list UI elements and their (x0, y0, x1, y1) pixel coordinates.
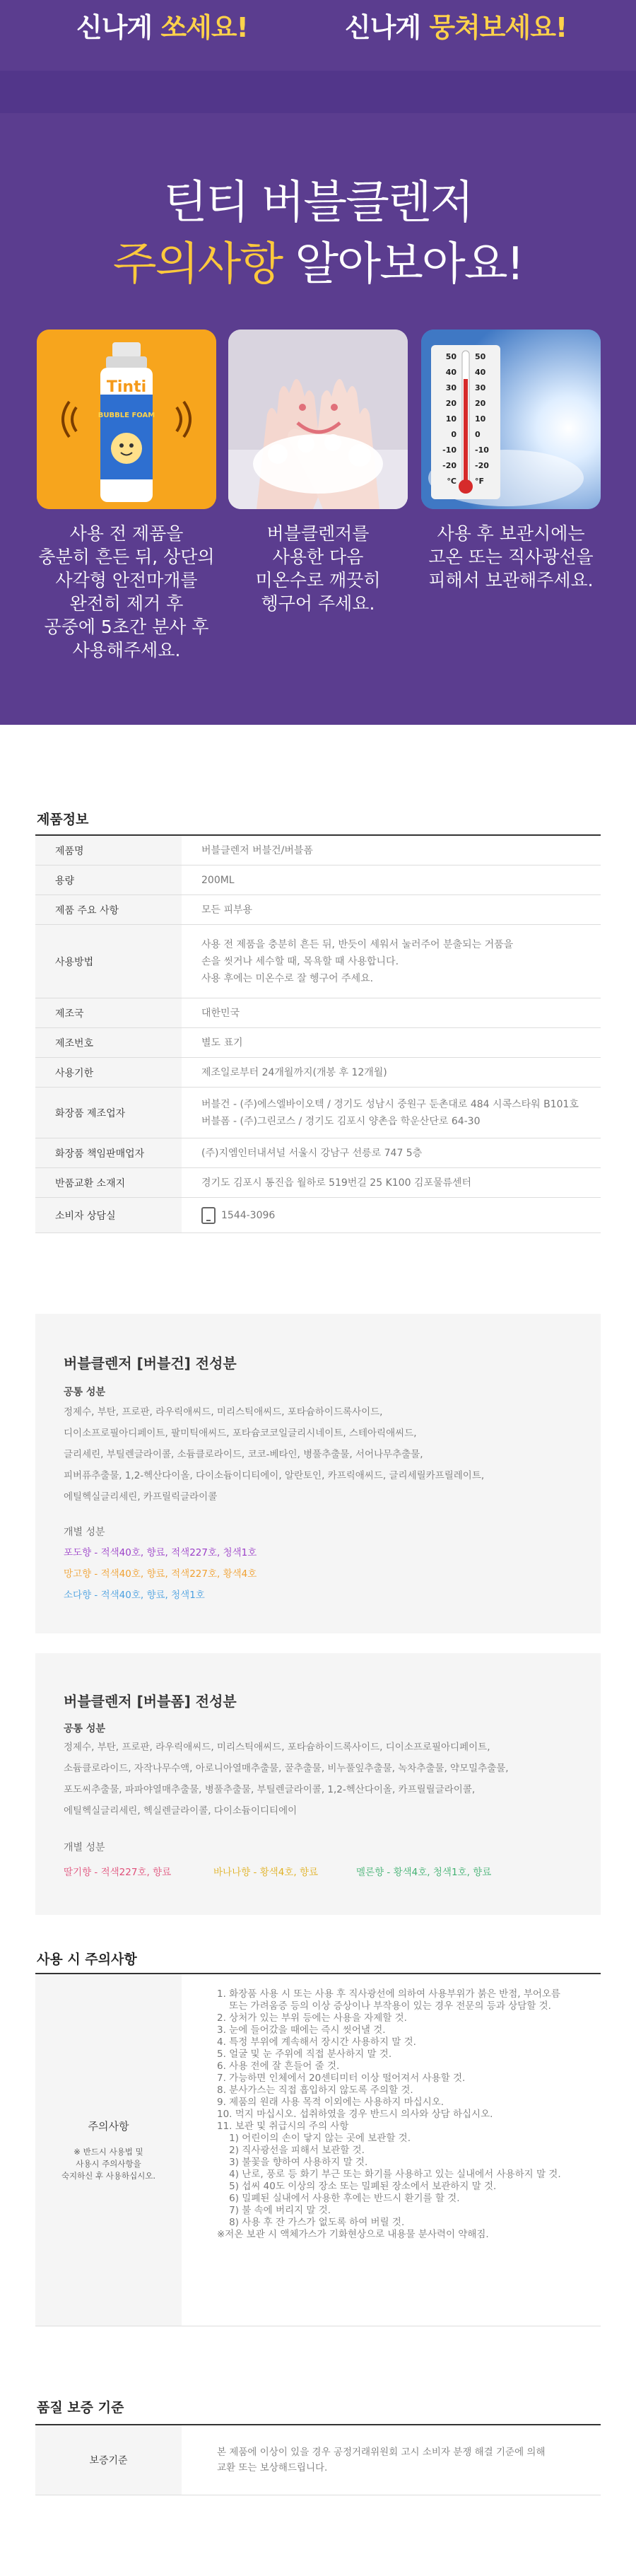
info-key: 사용기한 (35, 1058, 182, 1087)
thermometer-tick-label: 40 (445, 368, 457, 377)
hero-banner (0, 0, 636, 725)
caution-left-cell (35, 1974, 182, 2326)
ingredients-foam-common-label: 공통 성분 (64, 1723, 105, 1735)
caution-table (35, 1973, 601, 2326)
ingredient-line-banana: 바나나향 - 황색4호, 향료 (213, 1867, 318, 1878)
info-key: 제품 주요 사항 (35, 895, 182, 924)
caption-storage: 사용 후 보관시에는 고온 또는 직사광선을 피해서 보관해주세요. (428, 523, 594, 590)
thermometer-tick-label: 10 (445, 414, 457, 424)
info-key: 화장품 제조업자 (35, 1088, 182, 1138)
card-foam-hands (228, 330, 408, 509)
caution-item: 5. 얼굴 및 눈 주위에 직접 분사하지 말 것. (217, 2048, 392, 2060)
foam-hands-illustration (228, 330, 408, 509)
slogan-mold-highlight: 뭉쳐보세요! (429, 12, 567, 43)
thermometer-tick-label: 40 (475, 368, 486, 377)
product-info-table (35, 834, 601, 1233)
ingredient-line-mango: 망고향 - 적색40호, 향료, 적색227호, 황색4호 (64, 1568, 257, 1580)
slogan-mold-prefix: 신나게 (345, 12, 430, 43)
quality-key: 보증기준 (35, 2425, 182, 2495)
info-key: 사용방법 (35, 925, 182, 998)
slogan-shoot-prefix: 신나게 (76, 12, 161, 43)
caution-item: 1) 어린이의 손이 닿지 않는 곳에 보관할 것. (217, 2133, 411, 2144)
phone-icon (201, 1207, 216, 1224)
caution-item: 6. 사용 전에 잘 흔들어 줄 것. (217, 2061, 340, 2072)
info-key: 제품명 (35, 836, 182, 865)
thermometer-tick-label: 30 (445, 383, 457, 392)
caution-item: 9. 제품의 원래 사용 목적 이외에는 사용하지 마십시오. (217, 2097, 444, 2108)
info-row-expiry (35, 1058, 601, 1088)
ingredient-line-strawberry: 딸기향 - 적색227호, 향료 (64, 1867, 172, 1878)
caution-item: ※저온 보관 시 액체가스가 기화현상으로 내용물 분사력이 약해짐. (217, 2229, 489, 2240)
thermometer-tick-label: 50 (445, 352, 457, 361)
info-value: 사용 전 제품을 충분히 흔든 뒤, 반듯이 세워서 눌러주어 분출되는 거품을 손을 씻거나 세수할 때, 목욕할 때 사용합니다. 사용 후에는 미온수로 잘 헹구어 주세요. (201, 938, 514, 984)
hero-title-rest: 알아보아요! (282, 238, 524, 291)
thermometer-tick-label: 20 (475, 399, 486, 408)
caution-item: 2. 상처가 있는 부위 등에는 사용을 자제할 것. (217, 2012, 407, 2024)
caution-item: 4) 난로, 풍로 등 화기 부근 또는 화기를 사용하고 있는 실내에서 사용하지 말 것. (217, 2169, 561, 2180)
caution-item: 1. 화장품 사용 시 또는 사용 후 직사광선에 의하여 사용부위가 붉은 반점, 부어오름 (217, 1988, 560, 2000)
info-value: 200ML (201, 874, 235, 886)
ingredients-gun-common-text: 정제수, 부탄, 프로판, 라우릭애씨드, 미리스틱애씨드, 포타슘하이드록사이드, 디이소프로필아디페이트, 팔미틱애씨드, 포타슘코코일글리시네이트, 스테아릭애씨드, 글리세린, 부틸렌글라이콜, 소듐클로라이드, 코코-베타인, 병풀추출물, 서어나무추출물, 피버퓨추출물, 1,2-헥산다이올, 다이소듐이디티에이, 알란토인, 카프릭애씨드, 글리세릴카프릴레이트, 에틸헥실글리세린, 카프릴릭글라이콜 (64, 1406, 485, 1503)
thermometer-tick-label: -20 (442, 461, 457, 470)
card-shake-bottle (37, 330, 216, 509)
ingredients-foam-title: 버블클렌저 [버블폼] 전성분 (64, 1693, 237, 1710)
caption-rinse: 버블클렌저를 사용한 다음 미온수로 깨끗히 헹구어 주세요. (255, 523, 381, 614)
hero-divider-band (0, 71, 636, 113)
info-key: 용량 (35, 866, 182, 894)
caution-title: 사용 시 주의사항 (37, 1952, 137, 1967)
info-value: 모든 피부용 (201, 904, 253, 916)
info-row-usage (35, 925, 601, 998)
thermometer-tick-label: -10 (442, 445, 457, 455)
info-value: (주)지엠인터내셔널 서울시 강남구 선릉로 747 5층 (201, 1147, 423, 1159)
caution-left-note: ※ 반드시 사용법 및 사용시 주의사항을 숙지하신 후 사용하십시오. (61, 2146, 156, 2181)
info-key: 소비자 상담실 (35, 1198, 182, 1232)
ingredient-line-melon: 멜론향 - 황색4호, 청색1호, 향료 (356, 1867, 492, 1878)
spray-bottle-illustration (37, 330, 216, 509)
info-row-name (35, 836, 601, 866)
quality-table (35, 2424, 601, 2495)
hero-title-line2 (0, 228, 636, 293)
hero-title-line1: 틴티 버블클렌저 (163, 177, 473, 229)
info-value: 대한민국 (201, 1007, 240, 1019)
caution-list (182, 1974, 601, 2326)
caution-item: 7) 불 속에 버리지 말 것. (217, 2205, 331, 2216)
info-row-main (35, 895, 601, 925)
caution-item: 4. 특정 부위에 계속해서 장시간 사용하지 말 것. (217, 2036, 416, 2048)
bottle-label-text: BUBBLE FOAM (98, 412, 155, 419)
contact-number[interactable]: 1544-3096 (221, 1209, 276, 1221)
info-row-volume (35, 866, 601, 895)
info-value: 버블클렌저 버블건/버블폼 (201, 844, 313, 856)
caution-item: 3) 불꽃을 향하여 사용하지 말 것. (217, 2157, 368, 2168)
info-value: 버블건 - (주)에스엘바이오텍 / 경기도 성남시 중원구 둔촌대로 484 시콕스타워 B101호 버블폼 - (주)그린코스 / 경기도 김포시 양촌읍 학운산단로 64-30 (201, 1098, 579, 1127)
thermometer-tick-label: 30 (475, 383, 486, 392)
ingredients-gun-box (35, 1314, 601, 1633)
thermometer-tick-label: -10 (475, 445, 489, 455)
thermometer-tick-label: 20 (445, 399, 457, 408)
ingredients-foam-box (35, 1653, 601, 1915)
caution-left-title: 주의사항 (88, 2119, 129, 2133)
thermometer-tick-label: 50 (475, 352, 486, 361)
ingredients-foam-common-text: 정제수, 부탄, 프로판, 라우릭애씨드, 미리스틱애씨드, 포타슘하이드록사이드, 디이소프로필아디페이트, 소듐클로라이드, 자작나무수액, 아로니아열매추출물, 꿀추출물, 비누풀잎추출물, 녹차추출물, 약모밀추출물, 포도씨추출물, 파파야열매추출물, 병풀추출물, 부틸렌글라이콜, 1,2-헥산다이올, 카프릴릴글라이콜, 에틸헥실글리세린, 헥실렌글라이콜, 다이소듐이디티에이 (64, 1742, 509, 1817)
ingredients-gun-title: 버블클렌저 [버블건] 전성분 (64, 1355, 237, 1372)
ingredients-foam-individual-label: 개별 성분 (64, 1842, 105, 1853)
ingredient-line-soda: 소다향 - 적색40호, 향료, 청색1호 (64, 1590, 205, 1601)
info-row-contact (35, 1198, 601, 1233)
info-key: 화장품 책임판매업자 (35, 1138, 182, 1167)
info-row-lot (35, 1028, 601, 1058)
caption-shake-bottle: 사용 전 제품을 충분히 흔든 뒤, 상단의 사각형 안전마개를 완전히 제거 후 공중에 5초간 분사 후 사용해주세요. (38, 523, 215, 660)
slogan-mold (345, 6, 567, 45)
caution-item: 또는 가려움증 등의 이상 증상이나 부작용이 있는 경우 전문의 등과 상담할 것. (217, 2000, 551, 2012)
caution-item: 8) 사용 후 잔 가스가 없도록 하여 버릴 것. (217, 2217, 405, 2228)
caution-item: 3. 눈에 들어갔을 때에는 즉시 씻어낼 것. (217, 2024, 386, 2036)
caution-item: 11. 보관 및 취급시의 주의 사항 (217, 2121, 349, 2132)
card-sun-thermometer (421, 330, 601, 509)
info-value: 제조일로부터 24개월까지(개봉 후 12개월) (201, 1066, 387, 1078)
info-key: 제조국 (35, 998, 182, 1027)
thermometer-tick-label: °C (447, 477, 457, 486)
info-value: 경기도 김포시 통진읍 월하로 519번길 25 K100 김포물류센터 (201, 1177, 472, 1189)
slogan-shoot (76, 6, 248, 45)
thermometer-tick-label: -20 (475, 461, 489, 470)
ingredient-line-grape: 포도향 - 적색40호, 향료, 적색227호, 청색1호 (64, 1547, 257, 1558)
info-row-manufacturer (35, 1088, 601, 1138)
info-value (182, 1198, 601, 1232)
caution-item: 6) 밀폐된 실내에서 사용한 후에는 반드시 환기를 할 것. (217, 2193, 460, 2204)
hero-title-highlight: 주의사항 (112, 238, 283, 291)
thermometer-tick-label: 0 (451, 430, 457, 439)
ingredients-gun-individual-label: 개별 성분 (64, 1527, 105, 1538)
slogan-shoot-highlight: 쏘세요! (160, 12, 248, 43)
info-key: 반품교환 소재지 (35, 1168, 182, 1197)
caution-item: 10. 먹지 마십시오. 섭취하였을 경우 반드시 의사와 상담 하십시오. (217, 2109, 493, 2120)
bottle-brand-text: Tinti (106, 378, 147, 396)
quality-title: 품질 보증 기준 (37, 2400, 124, 2415)
info-row-country (35, 998, 601, 1028)
info-value: 별도 표기 (201, 1037, 243, 1049)
caution-item: 7. 가능하면 인체에서 20센티미터 이상 떨어져서 사용할 것. (217, 2073, 466, 2084)
info-row-return (35, 1168, 601, 1198)
thermometer-tick-label: 0 (475, 430, 481, 439)
info-key: 제조번호 (35, 1028, 182, 1057)
quality-value: 본 제품에 이상이 있을 경우 공정거래위원회 고시 소비자 분쟁 해결 기준에 의해 교환 또는 보상해드립니다. (217, 2447, 546, 2473)
caution-item: 2) 직사광선을 피해서 보관할 것. (217, 2145, 365, 2156)
caution-item: 8. 분사가스는 직접 흡입하지 않도록 주의할 것. (217, 2085, 413, 2096)
info-row-seller (35, 1138, 601, 1168)
thermometer-tick-label: 10 (475, 414, 486, 424)
sun-thermometer-illustration (421, 330, 601, 509)
product-info-title: 제품정보 (37, 812, 89, 827)
caution-item: 5) 섭씨 40도 이상의 장소 또는 밀폐된 장소에서 보관하지 말 것. (217, 2181, 497, 2192)
ingredients-gun-common-label: 공통 성분 (64, 1387, 105, 1398)
thermometer-tick-label: °F (475, 477, 485, 486)
